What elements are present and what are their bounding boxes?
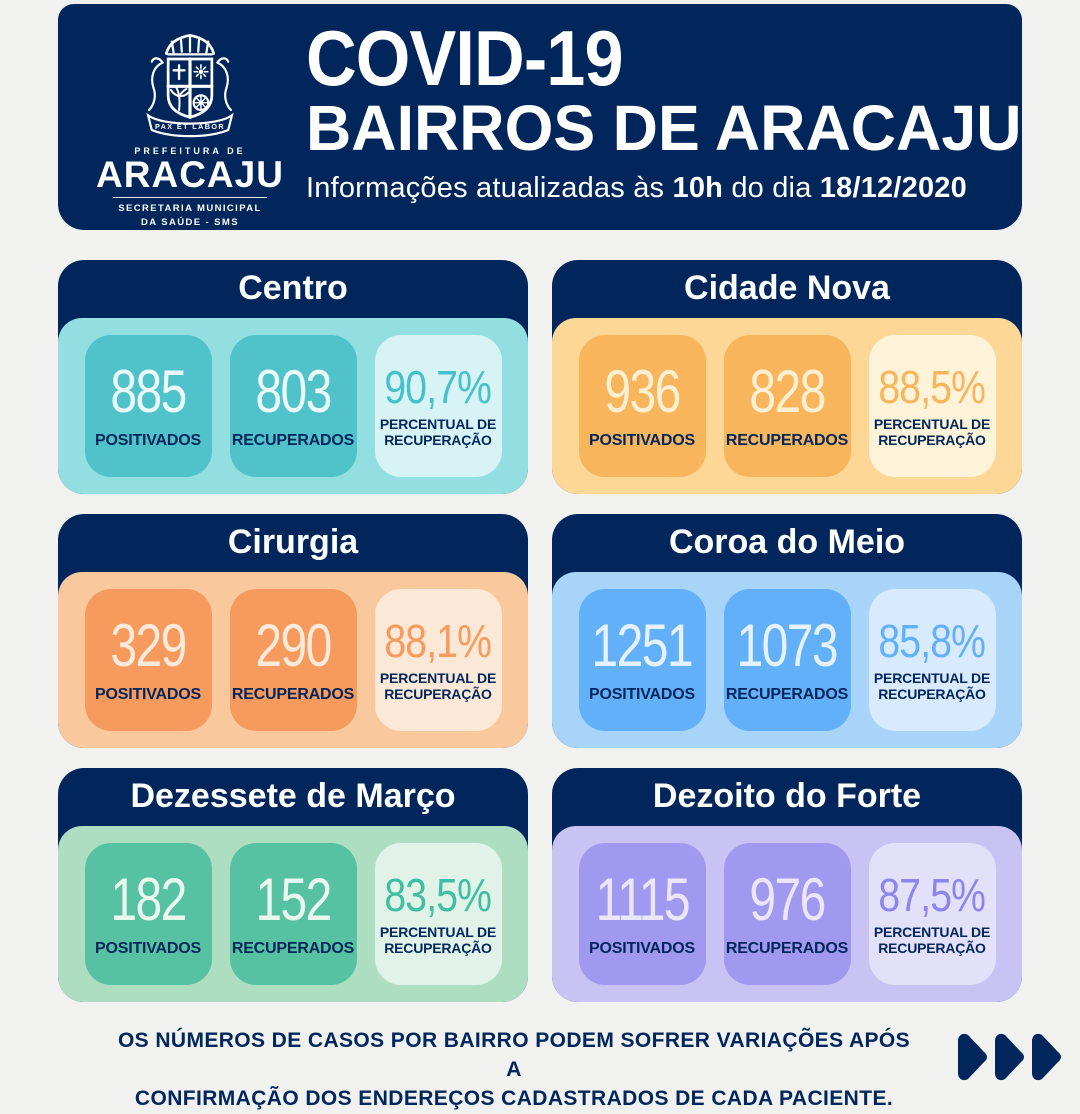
positivados-box <box>85 335 212 477</box>
recuperados-value: 803 <box>255 358 331 425</box>
recuperados-label: RECUPERADOS <box>231 686 355 703</box>
header-banner <box>58 4 1022 230</box>
percentual-value: 88,5% <box>878 360 986 413</box>
card-body <box>58 318 528 494</box>
header-titles <box>278 4 1036 230</box>
page-title-bairros: BAIRROS DE ARACAJU <box>306 92 1022 165</box>
positivados-label: POSITIVADOS <box>589 686 695 703</box>
card-title: Centro <box>238 269 348 307</box>
footer-disclaimer <box>108 1027 920 1114</box>
positivados-label: POSITIVADOS <box>95 686 201 703</box>
logo-divider <box>113 197 267 198</box>
percentual-label: PERCENTUAL DE RECUPERAÇÃO <box>379 923 497 956</box>
logo-secretaria-line1: SECRETARIA MUNICIPAL <box>118 202 262 214</box>
page-title-covid19: COVID-19 <box>306 14 623 102</box>
logo-motto: PAX ET LABOR <box>155 122 225 132</box>
footer <box>0 1022 1080 1110</box>
positivados-value: 1115 <box>595 866 689 933</box>
footer-disclaimer-line1: OS NÚMEROS DE CASOS POR BAIRRO PODEM SOFRER VARIAÇÕES APÓS A <box>117 1029 911 1081</box>
recuperados-value: 1073 <box>736 612 838 679</box>
positivados-value: 329 <box>110 612 186 679</box>
recuperados-box <box>724 589 851 731</box>
logo-secretaria-line2: DA SAÚDE - SMS <box>141 216 239 228</box>
recuperados-box <box>230 335 357 477</box>
recuperados-label: RECUPERADOS <box>231 432 355 449</box>
recuperados-label: RECUPERADOS <box>725 432 849 449</box>
percentual-value: 83,5% <box>384 868 492 921</box>
percentual-label: PERCENTUAL DE RECUPERAÇÃO <box>379 415 497 448</box>
percentual-box <box>375 335 502 477</box>
recuperados-value: 152 <box>255 866 331 933</box>
update-time: 10h <box>672 171 724 204</box>
card-body <box>552 826 1022 1002</box>
percentual-box <box>869 843 996 985</box>
triple-play-right-icon <box>956 1032 1064 1082</box>
recuperados-value: 976 <box>749 866 825 933</box>
card-body <box>58 572 528 748</box>
positivados-box <box>85 843 212 985</box>
logo-aracaju: ARACAJU <box>96 153 284 195</box>
positivados-box <box>579 589 706 731</box>
positivados-label: POSITIVADOS <box>589 940 695 957</box>
card-body <box>58 826 528 1002</box>
positivados-label: POSITIVADOS <box>95 432 201 449</box>
recuperados-label: RECUPERADOS <box>725 686 849 703</box>
positivados-box <box>579 335 706 477</box>
percentual-label: PERCENTUAL DE RECUPERAÇÃO <box>873 923 991 956</box>
percentual-label: PERCENTUAL DE RECUPERAÇÃO <box>379 669 497 702</box>
card-title: Cidade Nova <box>684 269 890 307</box>
card-body <box>552 572 1022 748</box>
update-date: 18/12/2020 <box>819 171 967 204</box>
positivados-box <box>579 843 706 985</box>
card-dezoito-do-forte <box>552 768 1022 1002</box>
percentual-value: 85,8% <box>878 614 986 667</box>
update-info <box>306 172 1036 205</box>
footer-disclaimer-line2: CONFIRMAÇÃO DOS ENDEREÇOS CADASTRADOS DE CADA PACIENTE. <box>134 1086 894 1110</box>
card-body <box>552 318 1022 494</box>
recuperados-label: RECUPERADOS <box>231 940 355 957</box>
prefeitura-aracaju-logo <box>96 4 284 230</box>
percentual-box <box>375 843 502 985</box>
recuperados-box <box>724 335 851 477</box>
positivados-label: POSITIVADOS <box>95 940 201 957</box>
positivados-label: POSITIVADOS <box>589 432 695 449</box>
update-info-prefix: Informações atualizadas às <box>306 171 673 204</box>
positivados-value: 936 <box>604 358 680 425</box>
card-title: Coroa do Meio <box>668 523 906 561</box>
recuperados-value: 290 <box>255 612 331 679</box>
card-dezessete-de-marco <box>58 768 528 1002</box>
aracaju-coat-of-arms-icon <box>115 28 265 143</box>
card-title: Dezessete de Março <box>130 777 456 815</box>
percentual-box <box>375 589 502 731</box>
card-title: Dezoito do Forte <box>652 777 922 815</box>
percentual-value: 90,7% <box>384 360 492 413</box>
positivados-value: 1251 <box>591 612 693 679</box>
positivados-value: 885 <box>110 358 186 425</box>
percentual-box <box>869 589 996 731</box>
percentual-value: 87,5% <box>878 868 986 921</box>
positivados-box <box>85 589 212 731</box>
recuperados-value: 828 <box>749 358 825 425</box>
card-coroa-do-meio <box>552 514 1022 748</box>
percentual-label: PERCENTUAL DE RECUPERAÇÃO <box>873 669 991 702</box>
neighborhood-cards-grid <box>58 260 1022 1002</box>
card-cidade-nova <box>552 260 1022 494</box>
recuperados-box <box>230 843 357 985</box>
recuperados-box <box>230 589 357 731</box>
update-info-middle: do dia <box>723 171 820 204</box>
positivados-value: 182 <box>110 866 186 933</box>
card-cirurgia <box>58 514 528 748</box>
percentual-value: 88,1% <box>384 614 492 667</box>
recuperados-box <box>724 843 851 985</box>
card-title: Cirurgia <box>227 523 359 561</box>
percentual-box <box>869 335 996 477</box>
logo-prefeitura-de: PREFEITURA DE <box>134 145 246 156</box>
card-centro <box>58 260 528 494</box>
recuperados-label: RECUPERADOS <box>725 940 849 957</box>
percentual-label: PERCENTUAL DE RECUPERAÇÃO <box>873 415 991 448</box>
